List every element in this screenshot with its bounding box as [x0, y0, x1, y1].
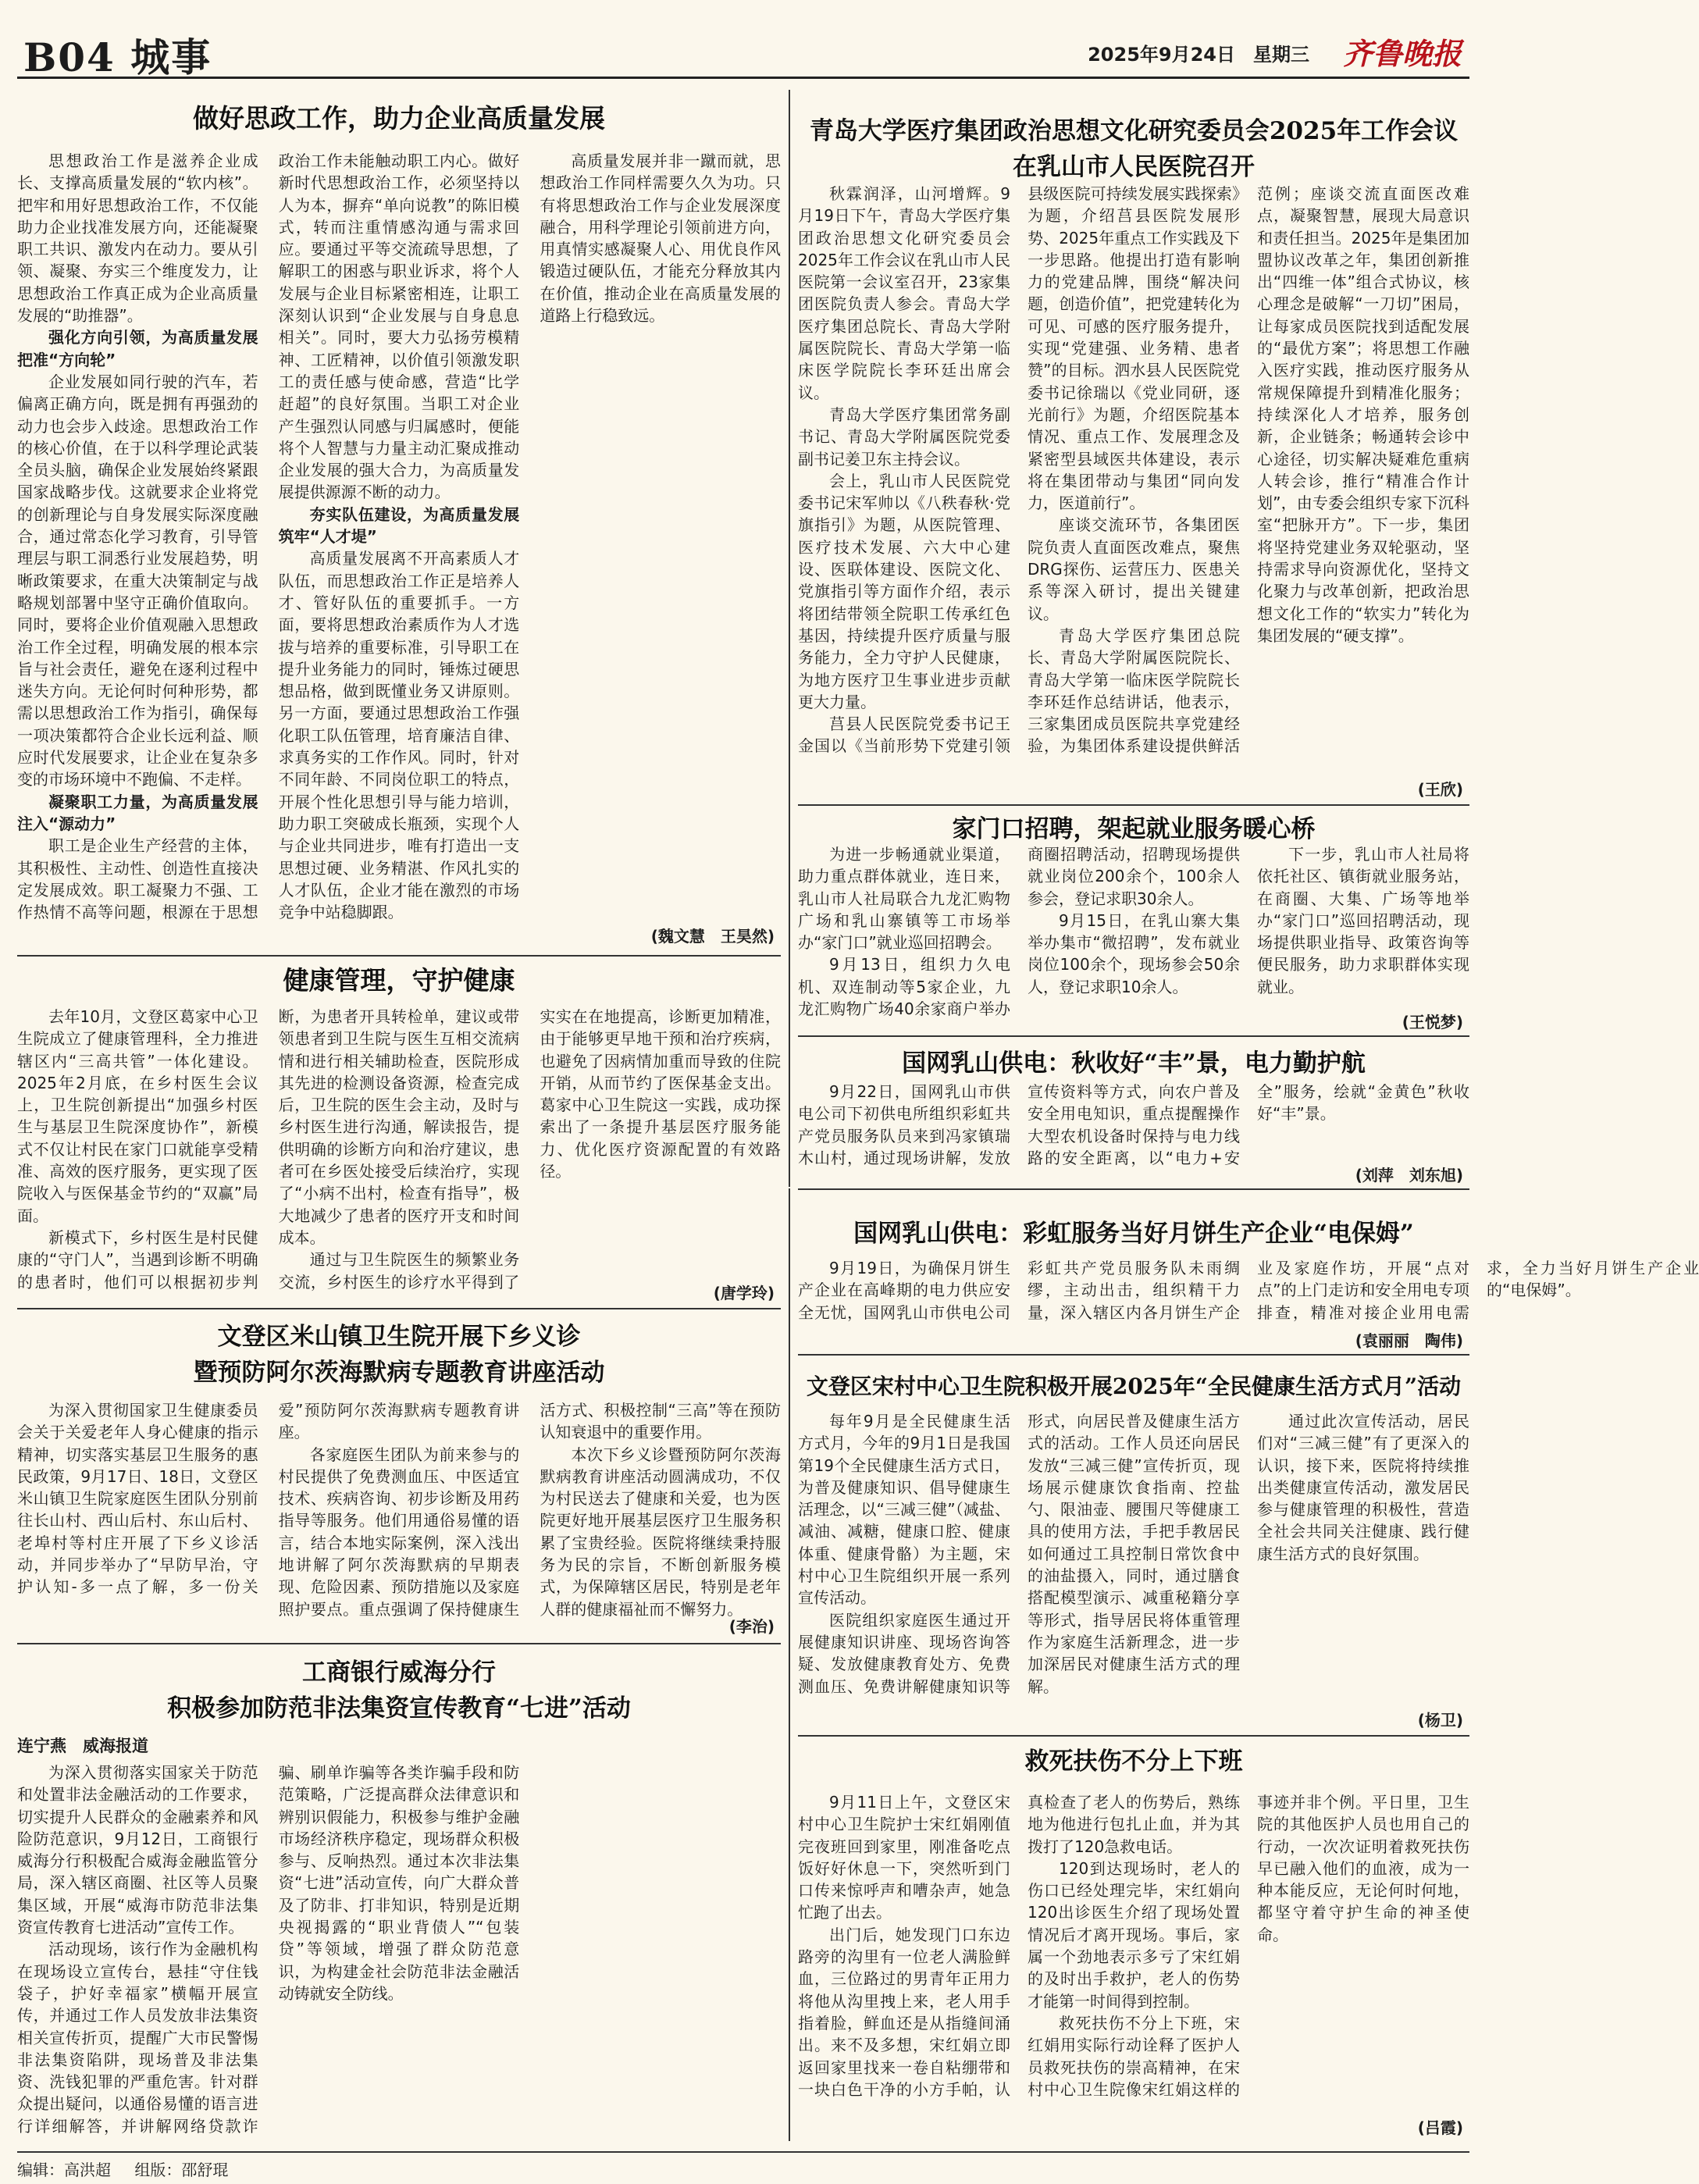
article-title: 国网乳山供电：彩虹服务当好月饼生产企业“电保姆” [853, 1220, 1414, 1248]
article-title: 青岛大学医疗集团政治思想文化研究委员会2025年工作会议 [809, 117, 1459, 145]
article-body [798, 183, 1469, 779]
article-paragraph: 下一步，乳山市人社局将依托社区、镇街就业服务站，在商圈、大集、广场等地举办“家门口”巡回招聘活动，现场提供职业指导、政策咨询等便民服务，助力求职群体实现就业。 [1257, 845, 1469, 996]
article-byline: (吕霞) [1417, 2118, 1463, 2137]
article-title: 家门口招聘，架起就业服务暖心桥 [952, 815, 1316, 843]
article-byline: (王欣) [1417, 780, 1463, 799]
article-byline: (魏文慧 王昊然) [650, 927, 775, 946]
article-paragraph: 职工是企业生产经营的主体，其积极性、主动性、创造性直接决定发展成效。职工凝聚力不强、工作热情不高等问题，根源在于思想政治工作未能触动职工内心。做好新时代思想政治工作，必须坚持以人为本，摒弃“单向说教”的陈旧模式，转而注重情感沟通与需求回应。要通过平等交流疏导思想，了解职工的困惑与职业诉求，将个人发展与企业目标紧密相连，让职工深刻认识到“企业发展与自身息息相关”。同时，要大力弘扬劳模精神、工匠精神，以价值引领激发职工的责任感与使命感，营造“比学赶超”的良好氛围。当职工对企业产生强烈认同感与归属感时，便能将个人智慧与力量主动汇聚成推动企业发展的强大合力，为高质量发展提供源源不断的动力。 [17, 151, 520, 922]
article-body [17, 1006, 781, 1299]
article-subheading: 凝聚职工力量，为高质量发展注入“源动力” [17, 792, 258, 833]
article-paragraph: 青岛大学医疗集团总院长、青岛大学附属医院院长、青岛大学第一临床医学院院长李环廷作总结讲话，他表示，三家集团成员医院共享党建经验，为集团体系建设提供鲜活范例；座谈交流直面医改难点，凝聚智慧，展现大局意识和责任担当。2025年是集团加盟协议改革之年，集团创新推出“四维一体”组合式协议，核心理念是破解“一刀切”困局，让每家成员医院找到适配发展的“最优方案”；将思想工作融入医疗实践，推动医疗服务从常规保障提升到精准化服务；持续深化人才培养，服务创新，企业链条；畅通转会诊中心途径，切实解决疑难危重病人转会诊，推行“精准合作计划”，由专委会组织专家下沉科室“把脉开方”。下一步，集团将坚持党建业务双轮驱动，坚持需求导向资源优化，坚持文化聚力与改革创新，把政治思想文化工作的“软实力”转化为集团发展的“硬支撑”。 [1028, 184, 1469, 756]
editor-credit: 编辑：高洪超 [17, 2161, 111, 2179]
article-paragraph: 9月19日，为确保月饼生产企业在高峰期的电力供应安全无忧，国网乳山市供电公司彩虹共产党员服务队未雨绸缪，主动出击，组织精干力量，深入辖区内各月饼生产企业及家庭作坊，开展“点对点”的上门走访和安全用电专项排查，精准对接企业用电需求，全力当好月饼生产企业的“电保姆”。 [798, 1259, 1699, 1322]
article-body [798, 1410, 1469, 1707]
article-paragraph: 为深入贯彻落实国家关于防范和处置非法金融活动的工作要求，切实提升人民群众的金融素养和风险防范意识，9月12日，工商银行威海分行积极配合威海金融监管分局，深入辖区商圈、社区等人员聚集区域，开展“威海市防范非法集资宣传教育七进活动”宣传工作。 [17, 1763, 258, 1937]
section-divider [798, 1354, 1469, 1356]
article-paragraph: 各家庭医生团队为前来参与的村民提供了免费测血压、中医适宜技术、疾病咨询、初步诊断及用药指导等服务。他们用通俗易懂的语言，结合本地实际案例，深入浅出地讲解了阿尔茨海默病的早期表现、危险因素、预防措施以及家庭照护要点。重点强调了保持健康生活方式、积极控制“三高”等在预防认知衰退中的重要作用。 [278, 1401, 781, 1619]
article-paragraph: 活动现场，该行作为金融机构在现场设立宣传台，悬挂“守住钱袋子，护好幸福家”横幅开展宣传，并通过工作人员发放非法集资相关宣传折页，提醒广大市民警惕非法集资陷阱，现场普及非法集资、洗钱犯罪的严重危害。针对群众提出疑问，以通俗易懂的语言进行详细解答，并讲解网络贷款诈骗、刷单诈骗等各类诈骗手段和防范策略，广泛提高群众法律意识和辨别识假能力，积极参与维护金融市场经济秩序稳定，现场群众积极参与、反响热烈。通过本次非法集资“七进”活动宣传，向广大群众普及了防非、打非知识，特别是近期央视揭露的“职业背债人”“包装贷”等领域，增强了群众防范意识，为构建金社会防范非法金融活动铸就安全防线。 [17, 1763, 520, 2136]
section-divider [798, 1188, 1469, 1190]
article-paragraph: 为深入贯彻国家卫生健康委员会关于关爱老年人身心健康的指示精神，切实落实基层卫生服务的惠民政策，9月17日、18日，文登区米山镇卫生院家庭医生团队分别前往长山村、西山后村、东山后村、老埠村等村庄开展了下乡义诊活动，并同步举办了“早防早治，守护认知-多一点了解，多一份关爱”预防阿尔茨海默病专题教育讲座。 [17, 1401, 520, 1597]
page-footer [17, 2151, 1469, 2180]
article-paragraph: 9月22日，国网乳山市供电公司下初供电所组织彩虹共产党员服务队员来到冯家镇瑞木山村，通过现场讲解，发放宣传资料等方式，向农户普及安全用电知识，重点提醒操作大型农机设备时保持与电力线路的安全距离，以“电力+安全”服务，绘就“金黄色”秋收好“丰”景。 [798, 1082, 1469, 1167]
article-byline: (王悦梦) [1402, 1013, 1463, 1031]
column-divider [789, 90, 790, 1187]
article-paragraph: 高质量发展离不开高素质人才队伍，而思想政治工作正是培养人才、管好队伍的重要抓手。一方面，要将思想政治素质作为人才选拔与培养的重要标准，引导职工在提升业务能力的同时，锤炼过硬思想品格，做到既懂业务又讲原则。另一方面，要通过思想政治工作强化职工队伍管理，培育廉洁自律、求真务实的工作作风。同时，针对不同年龄、不同岗位职工的特点，开展个性化思想引导与能力培训，助力职工突破成长瓶颈，实现个人与企业共同进步，唯有打造出一支思想过硬、业务精湛、作风扎实的人才队伍，企业才能在激烈的市场竞争中站稳脚跟。 [278, 549, 520, 922]
article-paragraph: 高质量发展并非一蹴而就，思想政治工作同样需要久久为功。只有将思想政治工作与企业发展深度融合，用科学理论引领前进方向，用真情实感凝聚人心、用优良作风锻造过硬队伍，才能充分释放其内在价值，推动企业在高质量发展的道路上行稳致远。 [540, 151, 781, 326]
article-paragraph: 9月11日上午，文登区宋村中心卫生院护士宋红娟刚值完夜班回到家里，刚准备吃点饭好好休息一下，突然听到门口传来惊呼声和嘈杂声，她急忙跑了出去。 [798, 1793, 1010, 1922]
article-subheading: 强化方向引领，为高质量发展把准“方向轮” [17, 328, 258, 369]
article-paragraph: 每年9月是全民健康生活方式月，今年的9月1日是我国第19个全民健康生活方式日，为普及健康知识、倡导健康生活理念，以“三减三健”（减盐、减油、减糖，健康口腔、健康体重、健康骨骼）为主题，宋村中心卫生院组织开展一系列宣传活动。 [798, 1412, 1010, 1608]
article-paragraph: 通过与卫生院医生的频繁业务交流，乡村医生的诊疗水平得到了实实在在地提高，诊断更加精准，由于能够更早地干预和治疗疾病，也避免了因病情加重而导致的住院开销，从而节约了医保基金支出。葛家中心卫生院这一实践，成功探索出了一条提升基层医疗服务能力、优化医疗资源配置的有效路径。 [278, 1007, 781, 1292]
article-body [17, 150, 781, 942]
article-subtitle: 暨预防阿尔茨海默病专题教育讲座活动 [193, 1359, 605, 1387]
section-divider [17, 1308, 781, 1309]
article-grid-mooncake [798, 1192, 1699, 1352]
section-divider [17, 955, 781, 957]
article-byline: (刘萍 刘东旭) [1355, 1166, 1463, 1185]
article-subtitle: 在乳山市人民医院召开 [1013, 153, 1255, 181]
section-divider [798, 1035, 1469, 1037]
article-title: 工商银行威海分行 [302, 1658, 496, 1687]
article-paragraph: 出门后，她发现门口东边路旁的沟里有一位老人满脸鲜血，三位路过的男青年正用力将他从沟里拽上来，老人用手指着脸，鲜血还是从指缝间涌出。来不及多想，宋红娟立即返回家里找来一卷自粘绷带和一块白色干净的小方手帕，认真检查了老人的伤势后，熟练地为他进行包扎止血，并为其拨打了120急救电话。 [798, 1793, 1240, 2099]
article-title: 健康管理，守护健康 [283, 965, 515, 996]
article-subtitle: 积极参加防范非法集资宣传教育“七进”活动 [167, 1694, 631, 1723]
article-paragraph: 思想政治工作是滋养企业成长、支撑高质量发展的“软内核”。把牢和用好思想政治工作，不仅能助力企业找准发展方向，还能凝聚职工共识、激发内在动力。要从引领、凝聚、夯实三个维度发力，让思想政治工作真正成为企业高质量发展的“助推器”。 [17, 151, 258, 326]
article-paragraph: 为进一步畅通就业渠道，助力重点群体就业，连日来，乳山市人社局联合九龙汇购物广场和乳山寨镇等工市场举办“家门口”就业巡回招聘会。 [798, 845, 1010, 953]
article-paragraph: 救死扶伤不分上下班，宋红娟用实际行动诠释了医护人员救死扶伤的崇高精神，在宋村中心卫生院像宋红娟这样的事迹并非个例。平日里，卫生院的其他医护人员也用自己的行动，一次次证明着救死扶伤早已融入他们的血液，成为一种本能反应，无论何时何地，都坚守着守护生命的神圣使命。 [1028, 1793, 1469, 2099]
article-byline: (唐学玲) [713, 1284, 775, 1302]
article-grid-autumn-harvest [798, 1039, 1469, 1187]
article-paragraph: 去年10月，文登区葛家中心卫生院成立了健康管理科，全力推进辖区内“三高共管”一体化建设。2025年2月底，在乡村医生会议上，卫生院创新提出“加强乡村医生与基层卫生院深度协作”，新模式不仅让村民在家门口就能享受精准、高效的医疗服务，更实现了医院收入与医保基金节约的“双赢”局面。 [17, 1007, 258, 1225]
article-mishan-clinic [17, 1312, 781, 1640]
article-health-management [17, 959, 781, 1306]
article-title: 做好思政工作，助力企业高质量发展 [193, 103, 605, 134]
article-subheading: 夯实队伍建设，为高质量发展筑牢“人才堤” [278, 504, 520, 547]
article-paragraph: 企业发展如同行驶的汽车，若偏离正确方向，既是拥有再强劲的动力也会步入歧途。思想政治工作的核心价值，在于以科学理论武装全员头脑，确保企业发展始终紧跟国家战略步伐。这就要求企业将党的创新理论与自身发展实际深度融合，通过常态化学习教育，引导管理层与职工洞悉行业发展趋势，明晰政策要求，在重大决策制定与战略规划部署中坚守正确价值取向。同时，要将企业价值观融入思想政治工作全过程，明确发展的根本宗旨与社会责任，避免在逐利过程中迷失方向。无论何时何种形势，都需以思想政治工作为指引，确保每一项决策都符合企业长远利益、顺应时代发展要求，让企业在复杂多变的市场环境中不跑偏、不走样。 [17, 372, 258, 789]
article-ideological-work [17, 92, 781, 953]
article-paragraph: 120到达现场时，老人的伤口已经处理完毕，宋红娟向120出诊医生介绍了现场处置情况后才离开现场。事后，家属一个劲地表示多亏了宋红娟的及时出手救护，老人的伤势才能第一时间得到控制。 [1028, 1858, 1240, 2011]
article-paragraph: 新模式下，乡村医生是村民健康的“守门人”，当遇到诊断不明确的患者时，他们可以根据初步判断，为患者开具转检单，建议或带领患者到卫生院与医生互相交流病情和进行相关辅助检查，医院形成其先进的检测设备资源，检查完成后，卫生院的医生会主动，及时与乡村医生进行沟通，解读报告，提供明确的诊断方向和治疗建议，患者可在乡医处接受后续治疗，实现了“小病不出村，检查有指导”，极大地减少了患者的医疗开支和时间成本。 [17, 1007, 520, 1292]
article-nurse-rescue [798, 1738, 1469, 2141]
article-paragraph: 医院组织家庭医生通过开展健康知识讲座、现场咨询答疑、发放健康教育处方、免费测血压、免费讲解健康知识等形式，向居民普及健康生活方式的活动。工作人员还向居民发放“三减三健”宣传折页，现场展示健康饮食指南、控盐勺、限油壶、腰围尺等健康工具的使用方法，手把手教居民如何通过工具控制日常饮食中的油盐摄入，同时，通过膳食搭配模型演示、减重秘籍分享等形式，指导居民将体重管理作为家庭生活新理念，进一步加深居民对健康生活方式的理解。 [798, 1412, 1240, 1696]
page-section-title: B04 城事 [23, 34, 212, 80]
article-paragraph: 本次下乡义诊暨预防阿尔茨海默病教育讲座活动圆满成功，不仅为村民送去了健康和关爱，也为医院更好地开展基层医疗卫生服务积累了宝贵经验。医院将继续秉持服务为民的宗旨，不断创新服务模式，为保障辖区居民，特别是老年人群的健康福祉而不懈努力。 [540, 1445, 781, 1619]
article-body [798, 1791, 1469, 2113]
article-paragraph: 莒县人民医院党委书记王金国以《当前形势下党建引领县级医院可持续发展实践探索》为题，介绍莒县医院发展形势、2025年重点工作实践及下一步思路。他提出打造有影响力的党建品牌，围绕“解决问题，创造价值”，把党建转化为可见、可感的医疗服务提升，实现“党建强、业务精、患者赞”的目标。泗水县人民医院党委书记徐瑞以《党业同研，逐光前行》为题，介绍医院基本情况、重点工作、发展理念及紧密型县域医共体建设，表示将在集团带动与集团“同向发力，医道前行”。 [798, 184, 1240, 756]
article-body [798, 843, 1469, 1023]
article-qingdao-hospital-group [798, 92, 1469, 803]
article-title: 国网乳山供电：秋收好“丰”景，电力勤护航 [902, 1049, 1366, 1078]
article-icbc-weihai [17, 1648, 781, 2141]
article-body [17, 1762, 781, 2138]
article-body [17, 1399, 781, 1632]
article-job-fair [798, 807, 1469, 1034]
layout-credit: 组版：邵舒琨 [134, 2161, 229, 2179]
section-divider [798, 1735, 1469, 1737]
article-paragraph: 秋霖润泽，山河增辉。9月19日下午，青岛大学医疗集团政治思想文化研究委员会2025年工作会议在乳山市人民医院第一会议室召开，23家集团医院负责人参会。青岛大学医疗集团总院长、青岛大学附属医院院长、青岛大学第一临床医学院院长李环廷出席会议。 [798, 184, 1010, 402]
article-paragraph: 9月15日，在乳山寨大集举办集市“微招聘”，发布就业岗位100余个，现场参会50余人，登记求职10余人。 [1028, 910, 1240, 996]
article-paragraph: 9月13日，组织力久电机、双连制动等5家企业，九龙汇购物广场40余家商户举办商圈招聘活动，招聘现场提供就业岗位200余个，100余人参会，登记求职30余人。 [798, 845, 1240, 1019]
article-dateline: 连宁燕 威海报道 [17, 1737, 148, 1755]
article-byline: (李治) [728, 1617, 775, 1636]
issue-date: 2025年9月24日 [1088, 44, 1235, 66]
article-healthy-lifestyle-month [798, 1359, 1469, 1733]
section-divider [17, 1643, 781, 1644]
issue-weekday: 星期三 [1253, 44, 1309, 66]
section-divider [798, 804, 1469, 806]
newspaper-logo: 齐鲁晚报 [1342, 36, 1462, 71]
article-byline: (袁丽丽 陶伟) [1355, 1331, 1463, 1350]
article-title: 文登区宋村中心卫生院积极开展2025年“全民健康生活方式月”活动 [806, 1373, 1462, 1399]
article-byline: (杨卫) [1417, 1711, 1463, 1730]
column-divider [789, 1188, 790, 2141]
masthead [17, 22, 1469, 79]
article-paragraph: 青岛大学医疗集团常务副书记、青岛大学附属医院党委副书记姜卫东主持会议。 [798, 404, 1010, 469]
article-paragraph: 会上，乳山市人民医院党委书记宋军帅以《八秩春秋·党旗指引》为题，从医院管理、医疗技术发展、六大中心建设、医联体建设、医院文化、党旗指引等方面作介绍，表示将团结带领全院职工传承红色基因，持续提升医疗质量与服务能力，全力守护人民健康，为地方医疗卫生事业进步贡献更大力量。 [798, 471, 1010, 711]
article-title: 救死扶伤不分上下班 [1024, 1748, 1243, 1776]
article-title: 文登区米山镇卫生院开展下乡义诊 [217, 1323, 581, 1351]
article-paragraph: 通过此次宣传活动，居民们对“三减三健”有了更深入的认识，接下来，医院将持续推出类健康宣传活动，激发居民参与健康管理的积极性，营造全社会共同关注健康、践行健康生活方式的良好氛围。 [1257, 1412, 1469, 1563]
article-paragraph: 座谈交流环节，各集团医院负责人直面医改难点，聚焦DRG探伤、运营压力、医患关系等深入研讨，提出关键建议。 [1028, 515, 1240, 623]
